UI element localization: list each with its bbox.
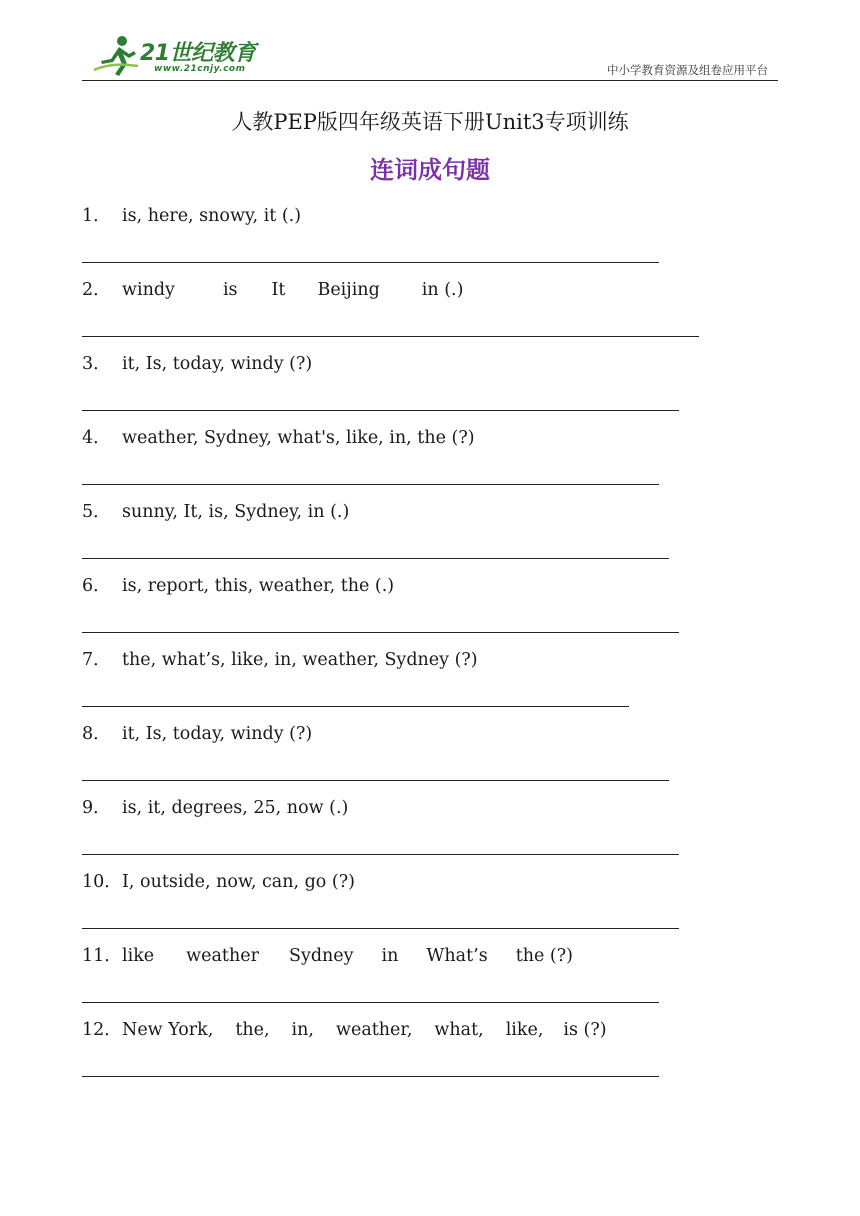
answer-line[interactable] (82, 558, 669, 559)
question-number: 10． (82, 872, 122, 892)
logo-text: 21世纪教育 (140, 41, 256, 66)
question-word: weather, Sydney, what's, like, in, the (?) (122, 428, 475, 448)
question-word: the, what’s, like, in, weather, Sydney (?) (122, 650, 478, 670)
page-header (82, 30, 778, 82)
question-item (82, 720, 312, 745)
runner-logo-icon (92, 34, 142, 78)
platform-label: 中小学教育资源及组卷应用平台 (607, 63, 768, 77)
question-word: sunny, It, is, Sydney, in (.) (122, 502, 350, 522)
question-number: 5． (82, 502, 111, 522)
question-number: 11． (82, 946, 122, 966)
question-item (82, 1016, 607, 1041)
question-number: 12． (82, 1020, 122, 1040)
answer-line[interactable] (82, 484, 659, 485)
question-item (82, 498, 349, 523)
answer-line[interactable] (82, 928, 679, 929)
question-item (82, 350, 312, 375)
answer-line[interactable] (82, 336, 699, 337)
answer-line[interactable] (82, 262, 659, 263)
question-word: in, (291, 1020, 314, 1040)
question-item (82, 868, 355, 893)
answer-line[interactable] (82, 854, 679, 855)
answer-line[interactable] (82, 1076, 659, 1077)
question-word: weather, (335, 1020, 413, 1040)
answer-line[interactable] (82, 706, 629, 707)
question-number: 8． (82, 724, 111, 744)
question-word: it, Is, today, windy (?) (122, 724, 313, 744)
question-word: in (381, 946, 399, 966)
question-item (82, 276, 463, 301)
logo-url: www.21cnjy.com (154, 64, 246, 74)
page-title: 人教PEP版四年级英语下册Unit3专项训练 (231, 110, 629, 134)
question-word: it, Is, today, windy (?) (122, 354, 313, 374)
question-word: in (.) (421, 280, 464, 300)
question-number: 4． (82, 428, 111, 448)
question-word: what, (434, 1020, 484, 1040)
question-item (82, 572, 394, 597)
question-word: is (?) (563, 1020, 607, 1040)
question-word: What’s (426, 946, 488, 966)
answer-line[interactable] (82, 410, 679, 411)
question-word: like, (505, 1020, 544, 1040)
question-word: weather (186, 946, 259, 966)
question-item (82, 942, 573, 967)
question-word: the, (235, 1020, 270, 1040)
question-word: is, it, degrees, 25, now (.) (122, 798, 349, 818)
question-word: Beijing (317, 280, 380, 300)
brand-logo (92, 34, 262, 78)
question-word: I, outside, now, can, go (?) (122, 872, 355, 892)
question-word: is, here, snowy, it (.) (122, 206, 302, 226)
question-item (82, 794, 348, 819)
question-item (82, 424, 475, 449)
question-item (82, 646, 478, 671)
question-item (82, 202, 301, 227)
header-divider (82, 80, 778, 81)
answer-line[interactable] (82, 1002, 659, 1003)
question-word: windy (122, 280, 175, 300)
question-word: like (122, 946, 155, 966)
question-word: is, report, this, weather, the (.) (122, 576, 395, 596)
answer-line[interactable] (82, 780, 669, 781)
question-word: Sydney (288, 946, 354, 966)
question-number: 7． (82, 650, 111, 670)
section-subtitle: 连词成句题 (370, 155, 490, 184)
question-number: 3． (82, 354, 111, 374)
question-word: It (271, 280, 286, 300)
question-word: New York, (122, 1020, 214, 1040)
question-number: 1． (82, 206, 111, 226)
question-number: 6． (82, 576, 111, 596)
question-word: the (?) (515, 946, 573, 966)
answer-line[interactable] (82, 632, 679, 633)
question-word: is (222, 280, 238, 300)
question-number: 2． (82, 280, 111, 300)
question-number: 9． (82, 798, 111, 818)
